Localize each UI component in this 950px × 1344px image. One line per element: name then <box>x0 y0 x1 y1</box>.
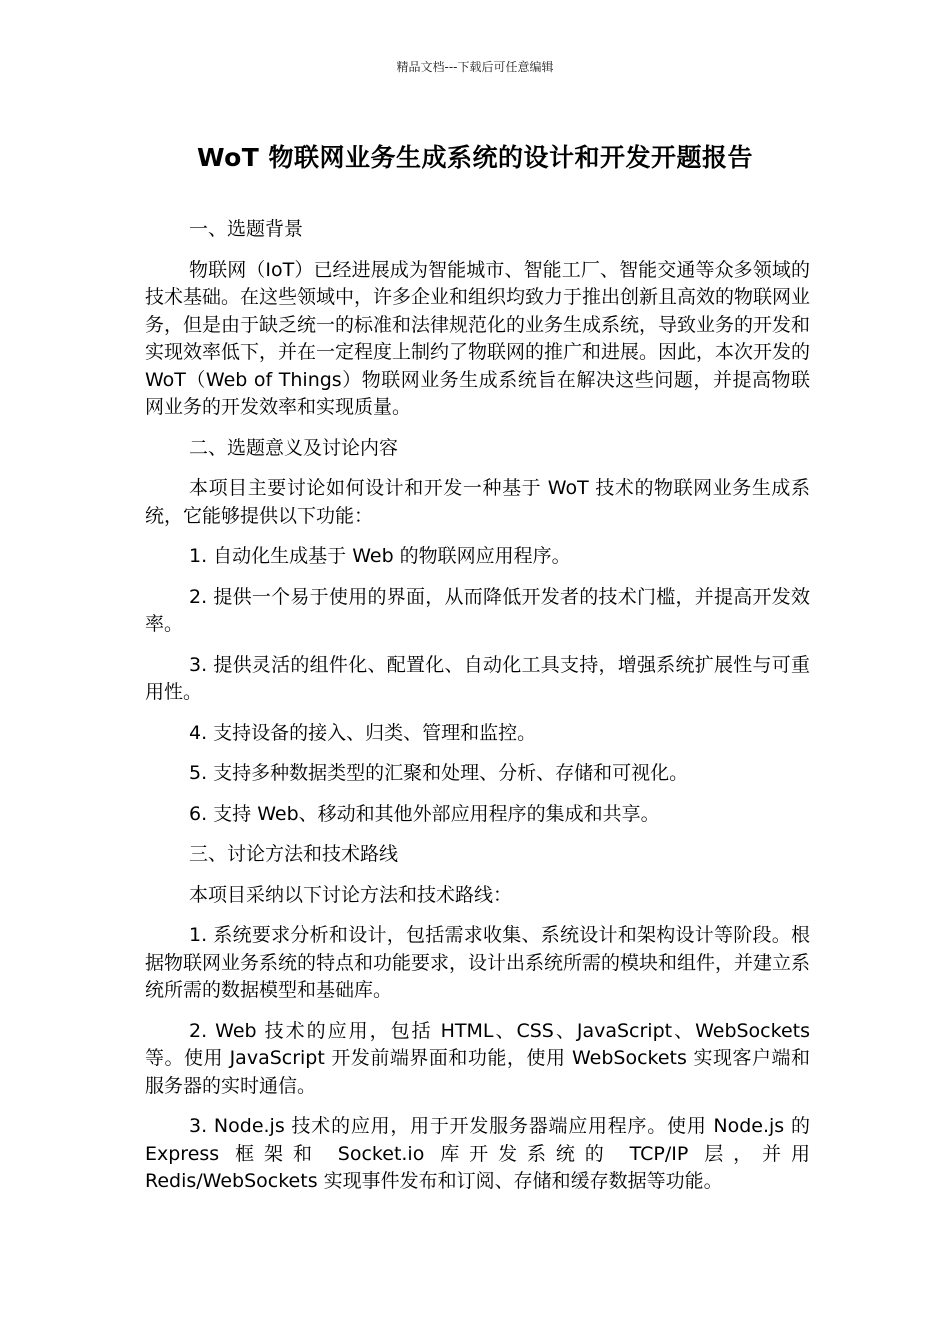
document-body <box>145 216 810 1209</box>
list-item-method-2: 2. Web 技术的应用，包括 HTML、CSS、JavaScript、WebSockets 等。使用 JavaScript 开发前端界面和功能，使用 WebSockets 实现客户端和服务器的实时通信。 <box>145 1019 810 1097</box>
list-item-method-3: 3. Node.js 技术的应用，用于开发服务器端应用程序。使用 Node.js 的 Express 框架和 Socket.io 库开发系统的 TCP/IP 层，并用 Redis/WebSockets 实现事件发布和订阅、存储和缓存数据等功能。 <box>145 1115 810 1192</box>
paragraph-significance-intro: 本项目主要讨论如何设计和开发一种基于 WoT 技术的物联网业务生成系统，它能够提供以下功能： <box>145 477 810 527</box>
list-item-function-3: 3. 提供灵活的组件化、配置化、自动化工具支持，增强系统扩展性与可重用性。 <box>145 653 810 703</box>
document-title: WoT 物联网业务生成系统的设计和开发开题报告 <box>196 143 754 172</box>
list-item-method-1: 1. 系统要求分析和设计，包括需求收集、系统设计和架构设计等阶段。根据物联网业务系统的特点和功能要求，设计出系统所需的模块和组件，并建立系统所需的数据模型和基础库。 <box>145 924 811 1001</box>
list-item-function-1: 1. 自动化生成基于 Web 的物联网应用程序。 <box>189 545 571 567</box>
section-heading-methods: 三、讨论方法和技术路线 <box>189 843 399 865</box>
list-item-function-4: 4. 支持设备的接入、归类、管理和监控。 <box>189 721 537 744</box>
section-heading-background: 一、选题背景 <box>189 218 304 240</box>
list-item-function-5: 5. 支持多种数据类型的汇聚和处理、分析、存储和可视化。 <box>189 762 689 784</box>
section-heading-significance: 二、选题意义及讨论内容 <box>189 436 399 459</box>
paragraph-background: 物联网（IoT）已经进展成为智能城市、智能工厂、智能交通等众多领域的技术基础。在这些领域中，许多企业和组织均致力于推出创新且高效的物联网业务，但是由于缺乏统一的标准和法律规范化的业务生成系统，导致业务的开发和实现效率低下，并在一定程度上制约了物联网的推广和进展。因此，本次开发的 WoT（Web of Things）物联网业务生成系统旨在解决这些问题，并提高物联网业务的开发效率和实现质量。 <box>145 258 811 418</box>
header-note: 精品文档---下载后可任意编辑 <box>396 60 554 74</box>
list-item-function-2: 2. 提供一个易于使用的界面，从而降低开发者的技术门槛，并提高开发效率。 <box>145 585 810 635</box>
list-item-function-6: 6. 支持 Web、移动和其他外部应用程序的集成和共享。 <box>189 802 660 825</box>
paragraph-methods-intro: 本项目采纳以下讨论方法和技术路线： <box>189 883 513 906</box>
